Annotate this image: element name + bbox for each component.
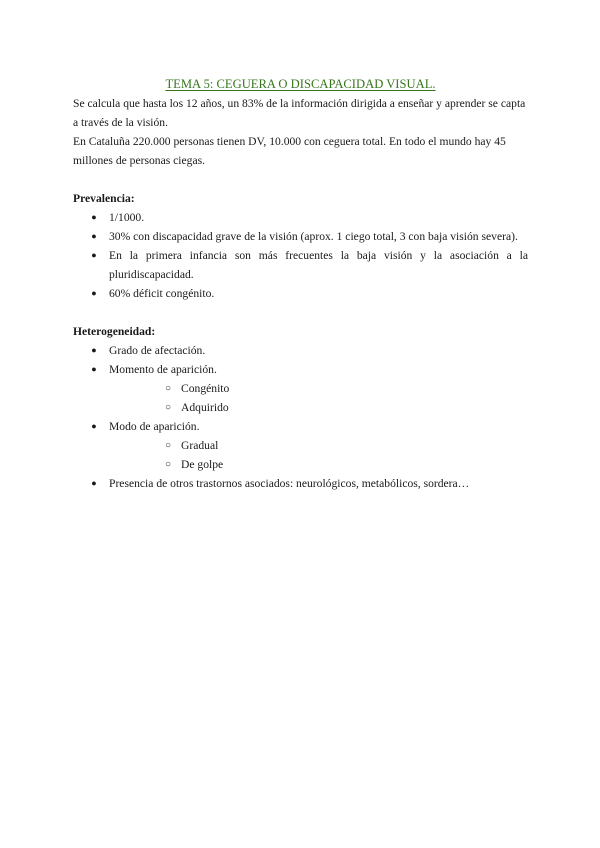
sublist-item-text: Adquirido: [181, 401, 229, 414]
list-item-text: 1/1000.: [109, 211, 145, 224]
intro-paragraph-2: En Cataluña 220.000 personas tienen DV, 10.000 con ceguera total. En todo el mundo hay 45 millones de personas ciegas.: [73, 135, 506, 167]
sublist-item-text: Gradual: [181, 439, 219, 452]
document-title: TEMA 5: CEGUERA O DISCAPACIDAD VISUAL.: [165, 77, 436, 91]
sublist-item-text: Congénito: [181, 382, 230, 395]
list-item-text: En la primera infancia son más frecuentes la baja visión y la asociación a la pluridiscapacidad.: [109, 249, 528, 281]
sublist-item: [109, 398, 528, 417]
filled-bullet-icon: ●: [91, 478, 97, 488]
sublist-item: [109, 455, 528, 474]
spacer: [73, 303, 528, 322]
list-item-text: Presencia de otros trastornos asociados: neurológicos, metabólicos, sordera…: [109, 477, 470, 490]
list-item: [73, 417, 528, 474]
filled-bullet-icon: ●: [91, 364, 97, 374]
list-item: [73, 284, 528, 303]
hollow-bullet-icon: ○: [164, 440, 172, 451]
heterogeneidad-heading: Heterogeneidad:: [73, 325, 156, 338]
intro-paragraph-1: Se calcula que hasta los 12 años, un 83% de la información dirigida a enseñar y aprender se capta a través de la visión.: [73, 97, 526, 129]
hollow-bullet-icon: ○: [164, 402, 172, 413]
list-item: [73, 227, 528, 246]
list-item: [73, 474, 528, 493]
list-item-text: Grado de afectación.: [109, 344, 206, 357]
filled-bullet-icon: ●: [91, 421, 97, 431]
list-item-text: Modo de aparición.: [109, 420, 200, 433]
list-item-text: 30% con discapacidad grave de la visión (aprox. 1 ciego total, 3 con baja visión severa).: [109, 230, 518, 243]
filled-bullet-icon: ●: [91, 288, 97, 298]
hollow-bullet-icon: ○: [164, 383, 172, 394]
list-item-text: Momento de aparición.: [109, 363, 217, 376]
document-content: [73, 74, 528, 493]
prevalencia-heading: Prevalencia:: [73, 192, 135, 205]
sublist: [109, 379, 528, 417]
heterogeneidad-list: [73, 341, 528, 493]
list-item: [73, 208, 528, 227]
list-item: [73, 246, 528, 284]
spacer: [73, 170, 528, 189]
hollow-bullet-icon: ○: [164, 459, 172, 470]
prevalencia-list: [73, 208, 528, 303]
sublist-item: [109, 379, 528, 398]
list-item: [73, 360, 528, 417]
filled-bullet-icon: ●: [91, 250, 97, 260]
sublist: [109, 436, 528, 474]
filled-bullet-icon: ●: [91, 345, 97, 355]
sublist-item: [109, 436, 528, 455]
list-item-text: 60% déficit congénito.: [109, 287, 215, 300]
filled-bullet-icon: ●: [91, 231, 97, 241]
list-item: [73, 341, 528, 360]
sublist-item-text: De golpe: [181, 458, 224, 471]
filled-bullet-icon: ●: [91, 212, 97, 222]
